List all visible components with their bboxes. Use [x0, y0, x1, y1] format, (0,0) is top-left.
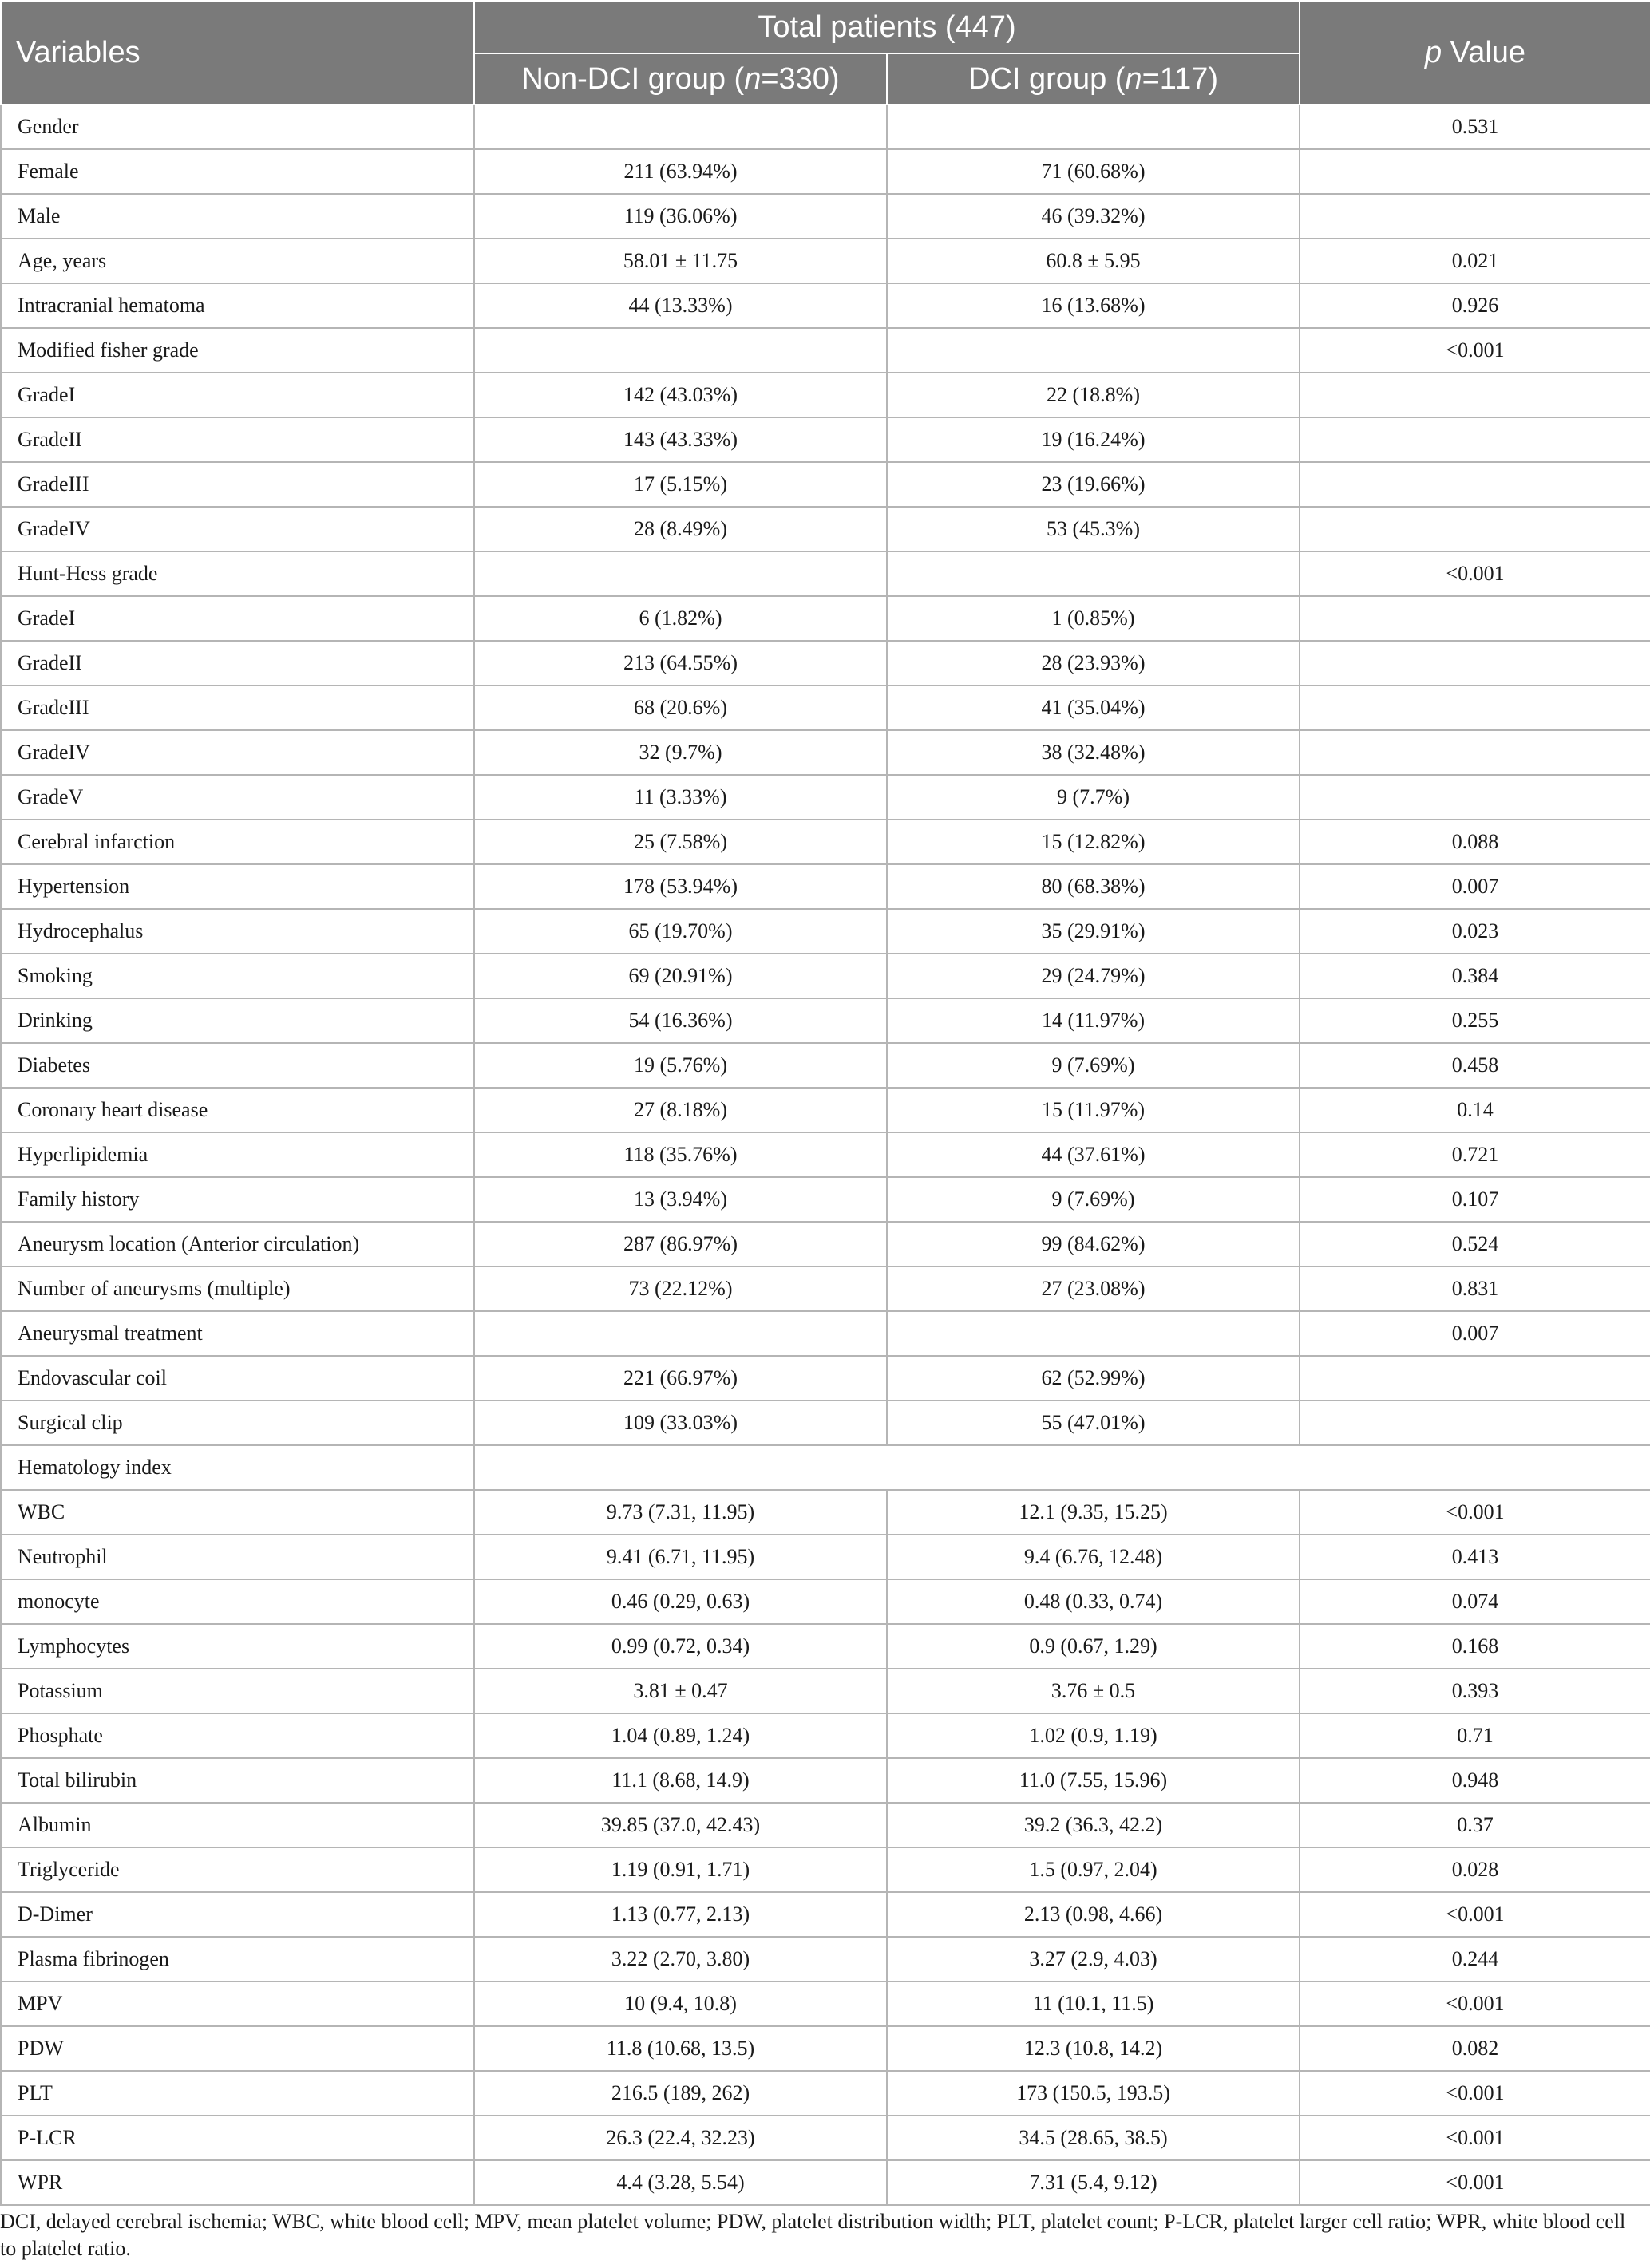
variable-cell: Number of aneurysms (multiple)	[1, 1266, 474, 1311]
p-value-cell	[1300, 373, 1650, 417]
non-dci-value-cell: 39.85 (37.0, 42.43)	[474, 1803, 887, 1847]
p-value-cell	[1300, 1356, 1650, 1401]
p-value-cell: <0.001	[1300, 1892, 1650, 1937]
p-value-cell: 0.007	[1300, 864, 1650, 909]
non-dci-value-cell: 69 (20.91%)	[474, 954, 887, 998]
table-row	[1, 775, 1650, 820]
p-value-cell	[1300, 194, 1650, 239]
dci-value-cell: 62 (52.99%)	[887, 1356, 1300, 1401]
variable-cell: Hunt-Hess grade	[1, 551, 474, 596]
dci-value-cell: 11.0 (7.55, 15.96)	[887, 1758, 1300, 1803]
table-row	[1, 1445, 1650, 1490]
non-dci-value-cell: 54 (16.36%)	[474, 998, 887, 1043]
total-patients-header	[474, 1, 1300, 53]
p-value-cell: 0.384	[1300, 954, 1650, 998]
table-row	[1, 1847, 1650, 1892]
table-row	[1, 1892, 1650, 1937]
non-dci-value-cell: 27 (8.18%)	[474, 1088, 887, 1132]
dci-value-cell: 71 (60.68%)	[887, 149, 1300, 194]
non-dci-value-cell: 1.19 (0.91, 1.71)	[474, 1847, 887, 1892]
non-dci-value-cell: 213 (64.55%)	[474, 641, 887, 686]
non-dci-value-cell: 26.3 (22.4, 32.23)	[474, 2116, 887, 2160]
dci-value-cell: 80 (68.38%)	[887, 864, 1300, 909]
variable-cell: Neutrophil	[1, 1535, 474, 1579]
p-value-cell: 0.082	[1300, 2026, 1650, 2071]
variable-cell: Male	[1, 194, 474, 239]
p-value-cell: 0.028	[1300, 1847, 1650, 1892]
variable-cell: GradeIII	[1, 462, 474, 507]
dci-value-cell: 1 (0.85%)	[887, 596, 1300, 641]
dci-value-cell: 15 (12.82%)	[887, 820, 1300, 864]
non-dci-value-cell: 13 (3.94%)	[474, 1177, 887, 1222]
p-value-cell	[1300, 596, 1650, 641]
p-value-cell: <0.001	[1300, 328, 1650, 373]
variable-cell: Plasma fibrinogen	[1, 1937, 474, 1982]
table-row	[1, 1669, 1650, 1713]
p-value-cell: 0.107	[1300, 1177, 1650, 1222]
table-row	[1, 105, 1650, 149]
dci-value-cell: 0.9 (0.67, 1.29)	[887, 1624, 1300, 1669]
non-dci-value-cell: 142 (43.03%)	[474, 373, 887, 417]
table-row	[1, 2071, 1650, 2116]
p-value-cell	[1300, 417, 1650, 462]
non-dci-value-cell: 32 (9.7%)	[474, 730, 887, 775]
variable-cell: PLT	[1, 2071, 474, 2116]
table-row	[1, 1311, 1650, 1356]
variable-cell: Modified fisher grade	[1, 328, 474, 373]
non-dci-value-cell: 211 (63.94%)	[474, 149, 887, 194]
merged-empty-cell	[474, 1445, 1650, 1490]
variable-cell: Triglyceride	[1, 1847, 474, 1892]
table-row	[1, 194, 1650, 239]
variable-cell: Lymphocytes	[1, 1624, 474, 1669]
table-row	[1, 2160, 1650, 2205]
table-row	[1, 2026, 1650, 2071]
dci-value-cell: 44 (37.61%)	[887, 1132, 1300, 1177]
dci-value-cell: 9 (7.69%)	[887, 1043, 1300, 1088]
table-row	[1, 641, 1650, 686]
variable-cell: Age, years	[1, 239, 474, 283]
non-dci-value-cell: 28 (8.49%)	[474, 507, 887, 551]
variable-cell: Gender	[1, 105, 474, 149]
dci-value-cell	[887, 105, 1300, 149]
table-row	[1, 998, 1650, 1043]
table-row	[1, 686, 1650, 730]
total-count: (447)	[944, 10, 1016, 44]
non-dci-value-cell: 119 (36.06%)	[474, 194, 887, 239]
dci-value-cell: 9 (7.7%)	[887, 775, 1300, 820]
dci-value-cell: 34.5 (28.65, 38.5)	[887, 2116, 1300, 2160]
p-value-cell: 0.721	[1300, 1132, 1650, 1177]
p-value-cell: <0.001	[1300, 2116, 1650, 2160]
variable-cell: Female	[1, 149, 474, 194]
p-value-cell: 0.074	[1300, 1579, 1650, 1624]
dci-count: =117)	[1142, 61, 1218, 96]
non-dci-n: n	[744, 61, 762, 96]
p-value-header	[1300, 1, 1650, 105]
p-value-cell	[1300, 641, 1650, 686]
non-dci-group-header	[474, 53, 887, 105]
table-row	[1, 417, 1650, 462]
table-body	[1, 105, 1650, 2205]
variable-cell: Hematology index	[1, 1445, 474, 1490]
non-dci-value-cell: 216.5 (189, 262)	[474, 2071, 887, 2116]
table-row	[1, 954, 1650, 998]
table-row	[1, 864, 1650, 909]
variable-cell: WBC	[1, 1490, 474, 1535]
dci-value-cell: 46 (39.32%)	[887, 194, 1300, 239]
dci-value-cell: 41 (35.04%)	[887, 686, 1300, 730]
p-value-cell: 0.71	[1300, 1713, 1650, 1758]
dci-value-cell: 16 (13.68%)	[887, 283, 1300, 328]
p-value-cell	[1300, 1401, 1650, 1445]
dci-value-cell: 1.02 (0.9, 1.19)	[887, 1713, 1300, 1758]
table-row	[1, 1937, 1650, 1982]
p-value-cell	[1300, 686, 1650, 730]
dci-value-cell	[887, 328, 1300, 373]
table-row	[1, 1758, 1650, 1803]
table-row	[1, 551, 1650, 596]
non-dci-value-cell: 9.41 (6.71, 11.95)	[474, 1535, 887, 1579]
table-row	[1, 1356, 1650, 1401]
variable-cell: Potassium	[1, 1669, 474, 1713]
variable-cell: PDW	[1, 2026, 474, 2071]
p-value-cell: 0.088	[1300, 820, 1650, 864]
table-row	[1, 820, 1650, 864]
table-row	[1, 1043, 1650, 1088]
variable-cell: Family history	[1, 1177, 474, 1222]
p-value-cell: 0.023	[1300, 909, 1650, 954]
table-footnote: DCI, delayed cerebral ischemia; WBC, white blood cell; MPV, mean platelet volume; PDW, platelet distribution width; PLT, platelet count; P-LCR, platelet larger cell ratio; WPR, white blood cell to platelet ratio.	[0, 2210, 1626, 2260]
table-row	[1, 1713, 1650, 1758]
non-dci-value-cell: 3.22 (2.70, 3.80)	[474, 1937, 887, 1982]
dci-value-cell: 9.4 (6.76, 12.48)	[887, 1535, 1300, 1579]
variable-cell: Drinking	[1, 998, 474, 1043]
p-value-cell: <0.001	[1300, 1490, 1650, 1535]
non-dci-value-cell: 3.81 ± 0.47	[474, 1669, 887, 1713]
p-value-cell: 0.14	[1300, 1088, 1650, 1132]
dci-group-header	[887, 53, 1300, 105]
table-row	[1, 730, 1650, 775]
variable-cell: GradeV	[1, 775, 474, 820]
non-dci-value-cell: 287 (86.97%)	[474, 1222, 887, 1266]
non-dci-value-cell: 109 (33.03%)	[474, 1401, 887, 1445]
dci-n: n	[1125, 61, 1142, 96]
p-value-cell: 0.948	[1300, 1758, 1650, 1803]
non-dci-value-cell: 118 (35.76%)	[474, 1132, 887, 1177]
p-value-cell: 0.37	[1300, 1803, 1650, 1847]
variable-cell: GradeIV	[1, 730, 474, 775]
variable-cell: GradeIII	[1, 686, 474, 730]
dci-value-cell: 12.3 (10.8, 14.2)	[887, 2026, 1300, 2071]
dci-value-cell: 55 (47.01%)	[887, 1401, 1300, 1445]
variable-cell: GradeIV	[1, 507, 474, 551]
dci-value-cell: 1.5 (0.97, 2.04)	[887, 1847, 1300, 1892]
variable-cell: Diabetes	[1, 1043, 474, 1088]
variable-cell: GradeII	[1, 417, 474, 462]
dci-value-cell: 9 (7.69%)	[887, 1177, 1300, 1222]
table-row	[1, 1177, 1650, 1222]
p-value-cell: 0.531	[1300, 105, 1650, 149]
non-dci-value-cell: 0.99 (0.72, 0.34)	[474, 1624, 887, 1669]
variable-cell: D-Dimer	[1, 1892, 474, 1937]
dci-value-cell: 14 (11.97%)	[887, 998, 1300, 1043]
non-dci-value-cell: 17 (5.15%)	[474, 462, 887, 507]
dci-value-cell: 15 (11.97%)	[887, 1088, 1300, 1132]
table-header	[1, 1, 1650, 105]
table-row	[1, 1132, 1650, 1177]
p-value-cell	[1300, 775, 1650, 820]
non-dci-value-cell: 6 (1.82%)	[474, 596, 887, 641]
variable-cell: P-LCR	[1, 2116, 474, 2160]
non-dci-value-cell: 25 (7.58%)	[474, 820, 887, 864]
variable-cell: GradeI	[1, 596, 474, 641]
variable-cell: Total bilirubin	[1, 1758, 474, 1803]
table-row	[1, 239, 1650, 283]
variable-cell: Albumin	[1, 1803, 474, 1847]
table-row	[1, 1579, 1650, 1624]
p-value-cell: <0.001	[1300, 2160, 1650, 2205]
dci-value-cell: 99 (84.62%)	[887, 1222, 1300, 1266]
variable-cell: Coronary heart disease	[1, 1088, 474, 1132]
p-value-cell: 0.413	[1300, 1535, 1650, 1579]
p-symbol: p	[1424, 35, 1442, 69]
non-dci-value-cell	[474, 105, 887, 149]
non-dci-value-cell: 10 (9.4, 10.8)	[474, 1982, 887, 2026]
variable-cell: monocyte	[1, 1579, 474, 1624]
table-row	[1, 596, 1650, 641]
p-value-cell	[1300, 462, 1650, 507]
variable-cell: MPV	[1, 1982, 474, 2026]
variable-cell: GradeII	[1, 641, 474, 686]
dci-value-cell: 29 (24.79%)	[887, 954, 1300, 998]
dci-value-cell: 23 (19.66%)	[887, 462, 1300, 507]
table-row	[1, 1803, 1650, 1847]
non-dci-value-cell: 65 (19.70%)	[474, 909, 887, 954]
non-dci-value-cell	[474, 1311, 887, 1356]
non-dci-value-cell: 9.73 (7.31, 11.95)	[474, 1490, 887, 1535]
table-row	[1, 1490, 1650, 1535]
p-value-cell	[1300, 507, 1650, 551]
dci-value-cell: 35 (29.91%)	[887, 909, 1300, 954]
variable-cell: Hydrocephalus	[1, 909, 474, 954]
variable-cell: Phosphate	[1, 1713, 474, 1758]
non-dci-count: =330)	[761, 61, 840, 96]
table-row	[1, 373, 1650, 417]
dci-value-cell: 19 (16.24%)	[887, 417, 1300, 462]
variable-cell: WPR	[1, 2160, 474, 2205]
p-value-cell: 0.831	[1300, 1266, 1650, 1311]
variable-cell: Endovascular coil	[1, 1356, 474, 1401]
non-dci-value-cell: 1.04 (0.89, 1.24)	[474, 1713, 887, 1758]
p-value-cell: 0.926	[1300, 283, 1650, 328]
dci-value-cell: 22 (18.8%)	[887, 373, 1300, 417]
table-row	[1, 1266, 1650, 1311]
table-row	[1, 328, 1650, 373]
dci-label: DCI group (	[968, 61, 1126, 96]
dci-value-cell: 11 (10.1, 11.5)	[887, 1982, 1300, 2026]
non-dci-value-cell: 11 (3.33%)	[474, 775, 887, 820]
non-dci-value-cell: 221 (66.97%)	[474, 1356, 887, 1401]
non-dci-value-cell: 19 (5.76%)	[474, 1043, 887, 1088]
total-prefix: Total patients	[758, 10, 937, 44]
non-dci-value-cell: 0.46 (0.29, 0.63)	[474, 1579, 887, 1624]
p-value-cell: 0.393	[1300, 1669, 1650, 1713]
variable-cell: Aneurysm location (Anterior circulation)	[1, 1222, 474, 1266]
variable-cell: Intracranial hematoma	[1, 283, 474, 328]
p-value-cell: <0.001	[1300, 2071, 1650, 2116]
table-row	[1, 149, 1650, 194]
p-value-cell	[1300, 149, 1650, 194]
non-dci-value-cell: 4.4 (3.28, 5.54)	[474, 2160, 887, 2205]
p-value-cell	[1300, 730, 1650, 775]
table-row	[1, 1535, 1650, 1579]
dci-value-cell: 39.2 (36.3, 42.2)	[887, 1803, 1300, 1847]
non-dci-value-cell: 58.01 ± 11.75	[474, 239, 887, 283]
non-dci-value-cell: 73 (22.12%)	[474, 1266, 887, 1311]
dci-value-cell: 60.8 ± 5.95	[887, 239, 1300, 283]
non-dci-value-cell	[474, 328, 887, 373]
table-row	[1, 1401, 1650, 1445]
non-dci-value-cell: 11.8 (10.68, 13.5)	[474, 2026, 887, 2071]
variable-cell: GradeI	[1, 373, 474, 417]
p-value-cell: <0.001	[1300, 1982, 1650, 2026]
dci-value-cell	[887, 1311, 1300, 1356]
p-value-cell: 0.168	[1300, 1624, 1650, 1669]
table-row	[1, 507, 1650, 551]
p-value-cell: <0.001	[1300, 551, 1650, 596]
non-dci-value-cell: 44 (13.33%)	[474, 283, 887, 328]
non-dci-value-cell: 143 (43.33%)	[474, 417, 887, 462]
variable-cell: Aneurysmal treatment	[1, 1311, 474, 1356]
table-row	[1, 2116, 1650, 2160]
dci-value-cell: 38 (32.48%)	[887, 730, 1300, 775]
p-value-cell: 0.021	[1300, 239, 1650, 283]
variable-cell: Surgical clip	[1, 1401, 474, 1445]
dci-value-cell	[887, 551, 1300, 596]
table-row	[1, 909, 1650, 954]
dci-value-cell: 28 (23.93%)	[887, 641, 1300, 686]
p-value-cell: 0.458	[1300, 1043, 1650, 1088]
p-word: Value	[1450, 35, 1526, 69]
non-dci-value-cell: 178 (53.94%)	[474, 864, 887, 909]
dci-value-cell: 3.27 (2.9, 4.03)	[887, 1937, 1300, 1982]
table-row	[1, 283, 1650, 328]
dci-value-cell: 53 (45.3%)	[887, 507, 1300, 551]
non-dci-value-cell: 68 (20.6%)	[474, 686, 887, 730]
variable-cell: Hypertension	[1, 864, 474, 909]
dci-value-cell: 2.13 (0.98, 4.66)	[887, 1892, 1300, 1937]
dci-value-cell: 173 (150.5, 193.5)	[887, 2071, 1300, 2116]
variables-header: Variables	[1, 1, 474, 105]
non-dci-value-cell: 11.1 (8.68, 14.9)	[474, 1758, 887, 1803]
dci-value-cell: 12.1 (9.35, 15.25)	[887, 1490, 1300, 1535]
variable-cell: Smoking	[1, 954, 474, 998]
dci-value-cell: 3.76 ± 0.5	[887, 1669, 1300, 1713]
dci-value-cell: 0.48 (0.33, 0.74)	[887, 1579, 1300, 1624]
p-value-cell: 0.244	[1300, 1937, 1650, 1982]
table-row	[1, 1624, 1650, 1669]
p-value-cell: 0.524	[1300, 1222, 1650, 1266]
non-dci-label: Non-DCI group (	[521, 61, 745, 96]
p-value-cell: 0.007	[1300, 1311, 1650, 1356]
table-row	[1, 1222, 1650, 1266]
table-row	[1, 462, 1650, 507]
p-value-cell: 0.255	[1300, 998, 1650, 1043]
variable-cell: Hyperlipidemia	[1, 1132, 474, 1177]
dci-value-cell: 7.31 (5.4, 9.12)	[887, 2160, 1300, 2205]
non-dci-value-cell	[474, 551, 887, 596]
dci-value-cell: 27 (23.08%)	[887, 1266, 1300, 1311]
table-row	[1, 1982, 1650, 2026]
table-row	[1, 1088, 1650, 1132]
variable-cell: Cerebral infarction	[1, 820, 474, 864]
non-dci-value-cell: 1.13 (0.77, 2.13)	[474, 1892, 887, 1937]
